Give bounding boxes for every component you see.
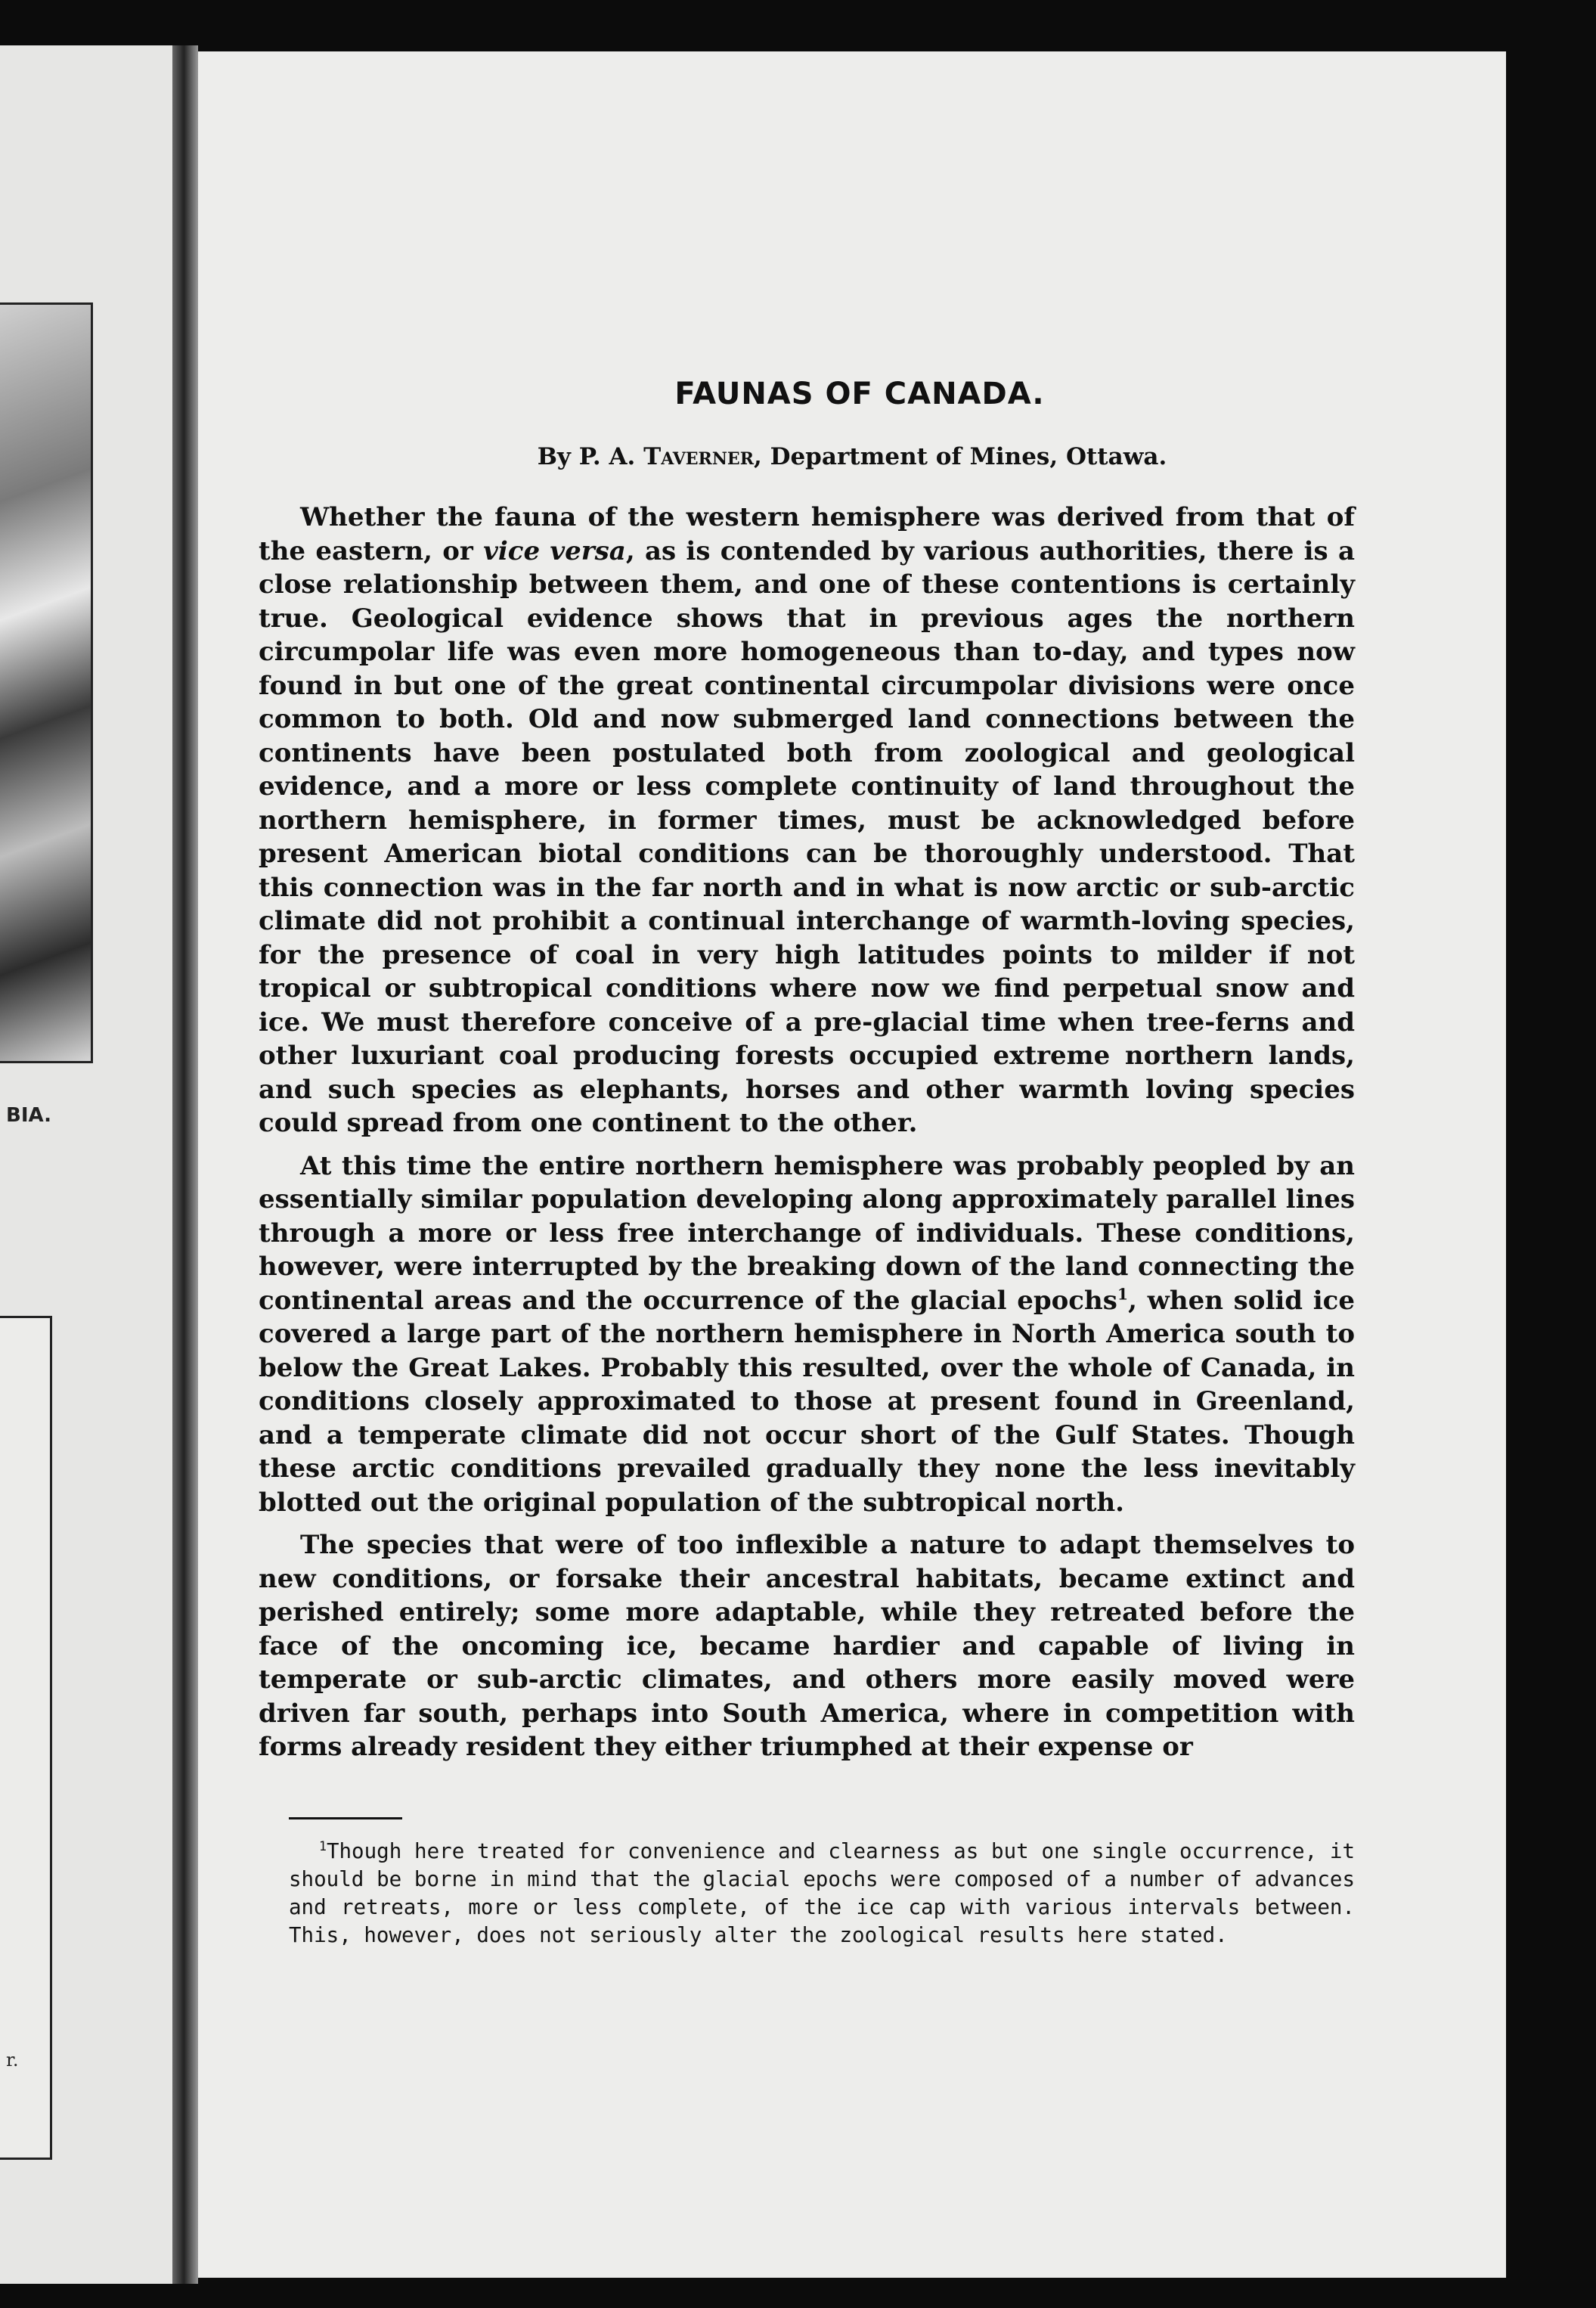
paragraph-2-text-b: , when solid ice covered a large part of the northern hemisphere in North America south to below the Great Lakes. Probably this resulted, over the whole of Canada, in conditions closely approximated to those at present found in Greenland, and a temperate climate did not occur short of the Gulf States. Though these arctic conditions prevailed gradually they none the less inevitably blotted out the original population of the subtropical north. bbox=[259, 1285, 1355, 1518]
paragraph-1 bbox=[259, 501, 1355, 1140]
article-body bbox=[259, 501, 1355, 1764]
facing-page-caption-fragment: BIA. bbox=[6, 1104, 51, 1127]
facing-page bbox=[0, 45, 189, 2284]
paragraph-3: The species that were of too inflexible a nature to adapt themselves to new conditions, or forsake their ancestral habitats, became extinct and perished entirely; some more adaptable, while they retreated before the face of the oncoming ice, became hardier and capable of living in temperate or sub-arctic climates, and others more easily moved were driven far south, perhaps into South America, where in competition with forms already resident they either triumphed at their expense or bbox=[259, 1530, 1355, 1762]
footnote-text: Though here treated for convenience and clearness as but one single occurrence, it should be borne in mind that the glacial epochs were composed of a number of advances and retreats, more or less complete, of the ice cap with various intervals between. This, however, does not seriously alter the zoological results here stated. bbox=[289, 1838, 1355, 1947]
footnote-divider bbox=[289, 1817, 402, 1819]
book-binding bbox=[172, 45, 198, 2284]
page bbox=[198, 51, 1506, 2278]
byline-affiliation: , Department of Mines, Ottawa. bbox=[753, 443, 1167, 470]
footnote bbox=[289, 1838, 1355, 1950]
paragraph-2-text-a: At this time the entire northern hemisphere was probably peopled by an essentially similar population developing along approximately parallel lines through a more or less free interchange of individuals. These conditions, however, were interrupted by the breaking down of the land connecting the continental areas and the occurrence of the glacial epochs bbox=[259, 1150, 1355, 1316]
article-title: FAUNAS OF CANADA. bbox=[674, 377, 1045, 411]
footnote-reference: 1 bbox=[1117, 1285, 1129, 1304]
article-byline bbox=[349, 443, 1355, 470]
paragraph-1-text-a: Whether the fauna of the western hemisphere was derived from that of the eastern, or bbox=[259, 502, 1355, 566]
footnote-mark: 1 bbox=[319, 1838, 327, 1854]
paragraph-2 bbox=[259, 1149, 1355, 1520]
facing-page-text-fragment: r. bbox=[6, 2049, 19, 2071]
article bbox=[259, 377, 1355, 1950]
facing-page-photo bbox=[0, 302, 93, 1063]
byline-author: Taverner bbox=[643, 443, 754, 470]
paragraph-1-text-b: , as is contended by various authorities, there is a close relationship between them, and one of these contentions is certainly true. Geological evidence shows that in previous ages the northern circumpolar life was even more homogeneous than to-day, and types now found in but one of the great continental circumpolar divisions were once common to both. Old and now submerged land connections between the continents have been postulated both from zoological and geological evidence, and a more or less complete continuity of land throughout the northern hemisphere, in former times, must be acknowledged before present American biotal conditions can be thoroughly understood. That this connection was in the far north and in what is now arctic or sub-arctic climate did not prohibit a continual interchange of warmth-loving species, for the presence of coal in very high latitudes points to milder if not tropical or subtropical conditions where now we find perpetual snow and ice. We must therefore conceive of a pre-glacial time when tree-ferns and other luxuriant coal producing forests occupied extreme northern lands, and such species as elephants, horses and other warmth loving species could spread from one continent to the other. bbox=[259, 535, 1355, 1138]
facing-page-box bbox=[0, 1316, 52, 2160]
paragraph-1-italic: vice versa bbox=[483, 535, 626, 566]
byline-prefix: By P. A. bbox=[537, 443, 644, 470]
